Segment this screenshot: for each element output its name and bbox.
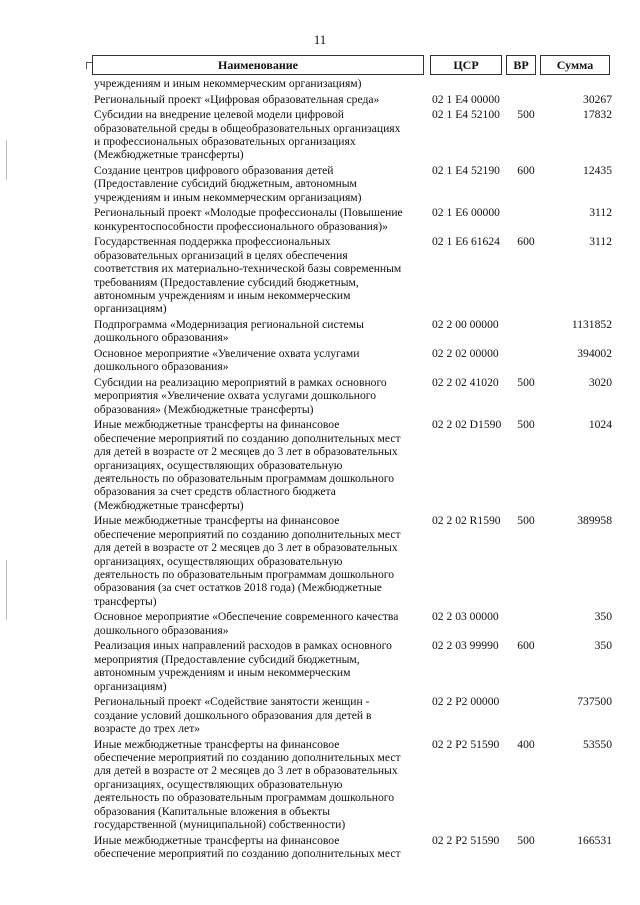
row-name-line: дошкольного образования» xyxy=(94,360,229,374)
row-name-line: для детей в возрасте от 2 месяцев до 3 лет в образовательных xyxy=(94,541,398,555)
scan-edge-mark xyxy=(6,560,7,620)
row-name xyxy=(94,77,424,90)
row-name-line: обеспечение мероприятий по созданию дополнительных мест xyxy=(94,847,401,860)
row-name xyxy=(94,318,424,345)
row-name xyxy=(94,108,424,162)
row-name xyxy=(94,164,424,204)
row-csr: 02 2 02 00000 xyxy=(432,347,499,360)
row-sum: 1024 xyxy=(588,418,612,432)
row-name-line: соответствия их материально-технической базы современным xyxy=(94,262,402,276)
row-name-line: Субсидии на реализацию мероприятий в рамках основного xyxy=(94,376,387,389)
row-name-line: образовательных организаций в целях обеспечения xyxy=(94,248,348,262)
row-vr: 500 xyxy=(517,833,535,847)
row-name-line: дошкольного образования» xyxy=(94,331,229,345)
row-name-line: мероприятия (Предоставление субсидий бюджетным, xyxy=(94,652,360,666)
row-name-line: организациях, осуществляющих образовательную xyxy=(94,777,343,791)
row-sum: 166531 xyxy=(577,833,612,847)
row-vr: 500 xyxy=(517,418,535,432)
row-name xyxy=(94,93,424,106)
row-name-line: конкурентоспособности профессионального образования)» xyxy=(94,219,388,233)
row-csr: 02 1 E4 52190 xyxy=(432,164,500,177)
row-sum: 350 xyxy=(594,610,612,624)
row-name-line: (Межбюджетные трансферты) xyxy=(94,498,244,512)
row-name-line: Основное мероприятие «Увеличение охвата услугами xyxy=(94,347,360,360)
row-csr: 02 2 P2 51590 xyxy=(432,737,500,751)
page-number: 11 xyxy=(313,32,327,47)
row-sum: 3112 xyxy=(589,206,612,220)
row-sum: 3020 xyxy=(588,376,612,389)
row-vr: 400 xyxy=(517,737,535,751)
row-csr: 02 2 03 99990 xyxy=(432,639,499,653)
row-name-line: Региональный проект «Цифровая образовательная среда» xyxy=(94,92,380,106)
row-name xyxy=(94,206,424,233)
row-name xyxy=(94,639,424,693)
row-sum: 3112 xyxy=(589,235,612,249)
row-vr: 500 xyxy=(517,376,535,389)
row-name-line: требованиям (Предоставление субсидий бюджетным, xyxy=(94,275,359,289)
row-name-line: деятельность по образовательным программам дошкольного xyxy=(94,568,394,582)
row-name-line: деятельность по образовательным программам дошкольного xyxy=(94,791,394,805)
row-name-line: образования (Капитальные вложения в объекты xyxy=(94,804,330,818)
row-name-line: организациям) xyxy=(94,302,167,316)
row-name-line: автономным учреждениям и иным некоммерческим xyxy=(94,666,351,680)
row-sum: 17832 xyxy=(583,108,612,122)
row-name-line: дошкольного образования» xyxy=(94,623,229,637)
row-csr: 02 2 03 00000 xyxy=(432,610,499,624)
row-name-line: Государственная поддержка профессиональных xyxy=(94,235,331,249)
row-vr: 600 xyxy=(517,235,535,249)
row-name-line: Основное мероприятие «Обеспечение современного качества xyxy=(94,610,399,624)
header-name: Наименование xyxy=(92,55,424,75)
row-name xyxy=(94,376,424,416)
row-sum: 350 xyxy=(594,639,612,653)
scan-edge-mark xyxy=(6,140,7,180)
row-name-line: Подпрограмма «Модернизация региональной системы xyxy=(94,318,364,331)
row-sum: 53550 xyxy=(583,737,612,751)
row-csr: 02 1 E4 00000 xyxy=(432,92,500,106)
row-name-line: организациям) xyxy=(94,679,167,693)
row-csr: 02 2 02 41020 xyxy=(432,376,499,389)
row-name-line: и профессиональных образовательных организациях xyxy=(94,135,356,148)
row-name-line: образования за счет средств областного бюджета xyxy=(94,485,336,499)
row-csr: 02 2 P2 51590 xyxy=(432,833,500,847)
row-name-line: образовательной среды в общеобразовательных организациях xyxy=(94,121,401,135)
row-name-line: организациях, осуществляющих образовательную xyxy=(94,554,343,568)
row-name-line: Региональный проект «Содействие занятости женщин - xyxy=(94,695,370,709)
row-name xyxy=(94,235,424,315)
row-name-line: создание условий дошкольного образования для детей в xyxy=(94,708,372,722)
row-sum: 30267 xyxy=(583,92,612,106)
row-sum: 737500 xyxy=(577,695,612,709)
row-name-line: деятельность по образовательным программам дошкольного xyxy=(94,472,394,486)
row-csr: 02 2 02 R1590 xyxy=(432,514,501,528)
row-name xyxy=(94,418,424,512)
row-name xyxy=(94,347,424,374)
row-sum: 394002 xyxy=(577,347,612,360)
row-name-line: образования» (Межбюджетные трансферты) xyxy=(94,402,314,416)
row-name-line: для детей в возрасте от 2 месяцев до 3 лет в образовательных xyxy=(94,445,398,459)
row-name-line: возрасте до трех лет» xyxy=(94,722,201,735)
row-sum: 1131852 xyxy=(571,318,612,331)
row-name-line: учреждениям и иным некоммерческим организациям) xyxy=(94,190,362,204)
row-csr: 02 2 00 00000 xyxy=(432,318,499,331)
row-name-line: мероприятия «Увеличение охвата услугами дошкольного xyxy=(94,389,377,403)
row-name xyxy=(94,610,424,637)
row-name-line: Реализация иных направлений расходов в рамках основного xyxy=(94,639,392,653)
row-csr: 02 2 P2 00000 xyxy=(432,695,500,709)
row-name-line: Иные межбюджетные трансферты на финансовое xyxy=(94,418,340,432)
row-name-line: учреждениям и иным некоммерческим организациям) xyxy=(94,77,362,90)
row-name-line: (Предоставление субсидий бюджетным, автономным xyxy=(94,177,357,191)
header-sum: Сумма xyxy=(540,55,610,75)
row-name xyxy=(94,738,424,832)
row-name-line: государственной (муниципальной) собственности) xyxy=(94,818,346,832)
row-csr: 02 1 E4 52100 xyxy=(432,108,500,122)
row-name-line: обеспечение мероприятий по созданию дополнительных мест xyxy=(94,431,401,445)
row-vr: 500 xyxy=(517,108,535,122)
row-name-line: для детей в возрасте от 2 месяцев до 3 лет в образовательных xyxy=(94,764,398,778)
row-name-line: Иные межбюджетные трансферты на финансовое xyxy=(94,833,340,847)
row-csr: 02 1 E6 00000 xyxy=(432,206,500,220)
row-name xyxy=(94,514,424,608)
row-sum: 12435 xyxy=(583,164,612,177)
row-sum: 389958 xyxy=(577,514,612,528)
row-csr: 02 1 E6 61624 xyxy=(432,235,500,249)
row-name-line: обеспечение мероприятий по созданию дополнительных мест xyxy=(94,527,401,541)
row-name-line: автономным учреждениям и иным некоммерческим xyxy=(94,289,351,303)
header-csr: ЦСР xyxy=(430,55,502,75)
row-name-line: Региональный проект «Молодые профессионалы (Повышение xyxy=(94,206,403,220)
row-name xyxy=(94,695,424,735)
header-vr: ВР xyxy=(506,55,536,75)
row-vr: 600 xyxy=(517,639,535,653)
row-name-line: образования (за счет остатков 2018 года) (Межбюджетные xyxy=(94,581,382,595)
row-name-line: Создание центров цифрового образования детей xyxy=(94,164,334,177)
row-name-line: обеспечение мероприятий по созданию дополнительных мест xyxy=(94,751,401,764)
row-vr: 500 xyxy=(517,514,535,528)
row-name-line: Субсидии на внедрение целевой модели цифровой xyxy=(94,108,344,122)
row-name-line: Иные межбюджетные трансферты на финансовое xyxy=(94,514,340,528)
row-name-line: трансферты) xyxy=(94,594,157,608)
row-name-line: Иные межбюджетные трансферты на финансовое xyxy=(94,737,340,751)
row-name xyxy=(94,834,424,861)
row-csr: 02 2 02 D1590 xyxy=(432,418,502,432)
row-vr: 600 xyxy=(517,164,535,177)
row-name-line: организациях, осуществляющих образовательную xyxy=(94,458,343,472)
row-name-line: (Межбюджетные трансферты) xyxy=(94,148,244,162)
